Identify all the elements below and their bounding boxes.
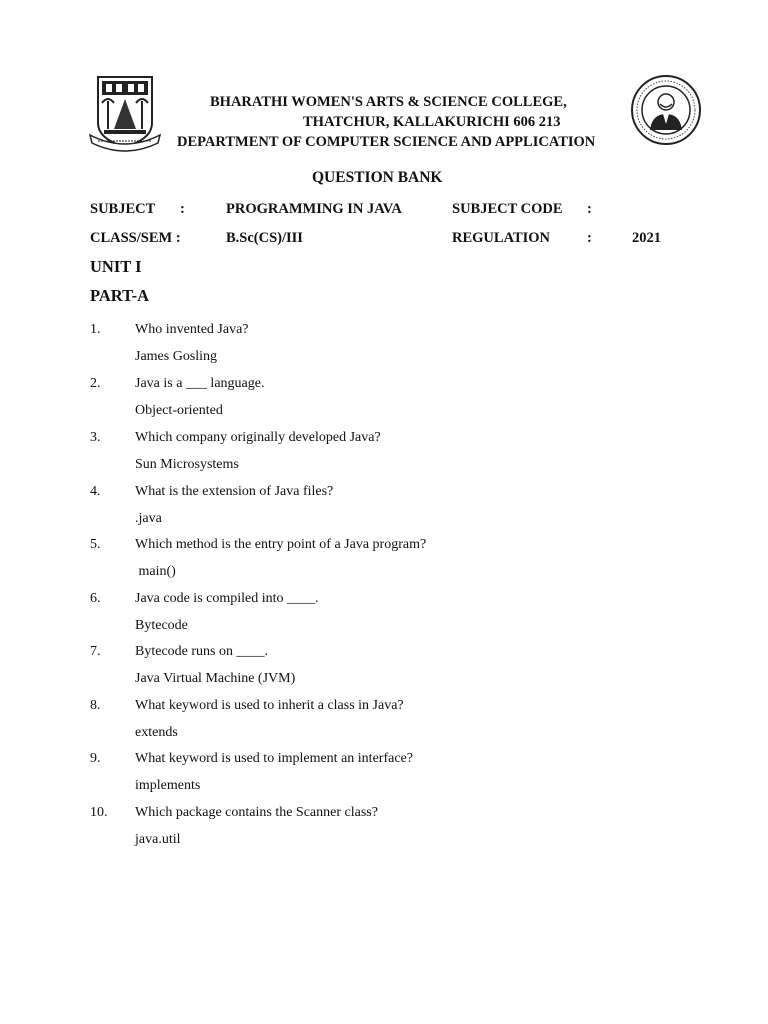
subject-code-colon: : <box>587 201 592 217</box>
part-heading: PART-A <box>90 286 150 305</box>
question-number: 4. <box>90 484 101 499</box>
unit-heading: UNIT I <box>90 257 142 276</box>
question-number: 1. <box>90 322 101 337</box>
answer-text: Object-oriented <box>135 403 223 418</box>
regulation-value: 2021 <box>632 230 661 246</box>
answer-text: extends <box>135 725 178 740</box>
question-text: Java code is compiled into ____. <box>135 591 319 606</box>
question-text: What keyword is used to inherit a class in Java? <box>135 698 404 713</box>
question-text: Bytecode runs on ____. <box>135 644 268 659</box>
founder-seal-logo <box>630 74 702 146</box>
answer-text: Java Virtual Machine (JVM) <box>135 671 296 686</box>
answer-text: .java <box>135 511 162 526</box>
question-number: 3. <box>90 430 101 445</box>
answer-text: James Gosling <box>135 349 218 364</box>
subject-code-label: SUBJECT CODE <box>452 201 563 217</box>
question-number: 9. <box>90 751 101 766</box>
department-name: DEPARTMENT OF COMPUTER SCIENCE AND APPLICATION <box>177 134 596 150</box>
question-number: 5. <box>90 537 101 552</box>
answer-text: Sun Microsystems <box>135 457 239 472</box>
subject-value: PROGRAMMING IN JAVA <box>226 201 402 217</box>
subject-label: SUBJECT <box>90 201 156 217</box>
question-text: What keyword is used to implement an interface? <box>135 751 413 766</box>
question-text: Who invented Java? <box>135 322 249 337</box>
answer-text: java.util <box>135 832 181 847</box>
college-emblem-logo <box>88 73 162 153</box>
college-name: BHARATHI WOMEN'S ARTS & SCIENCE COLLEGE, <box>210 94 567 110</box>
regulation-label: REGULATION <box>452 230 551 246</box>
answer-text: Bytecode <box>135 618 188 633</box>
question-number: 10. <box>90 805 108 820</box>
subject-colon: : <box>180 201 185 217</box>
question-number: 2. <box>90 376 101 391</box>
regulation-colon: : <box>587 230 592 246</box>
class-sem-label: CLASS/SEM : <box>90 230 181 246</box>
college-address: THATCHUR, KALLAKURICHI 606 213 <box>303 114 561 130</box>
question-text: Which package contains the Scanner class? <box>135 805 378 820</box>
question-text: What is the extension of Java files? <box>135 484 334 499</box>
question-number: 8. <box>90 698 101 713</box>
question-number: 6. <box>90 591 101 606</box>
answer-text: implements <box>135 778 201 793</box>
page-title: QUESTION BANK <box>312 169 443 186</box>
question-text: Java is a ___ language. <box>135 376 265 391</box>
question-number: 7. <box>90 644 101 659</box>
class-sem-value: B.Sc(CS)/III <box>226 230 303 246</box>
question-text: Which method is the entry point of a Java program? <box>135 537 427 552</box>
question-text: Which company originally developed Java? <box>135 430 381 445</box>
answer-text: main() <box>135 564 176 579</box>
